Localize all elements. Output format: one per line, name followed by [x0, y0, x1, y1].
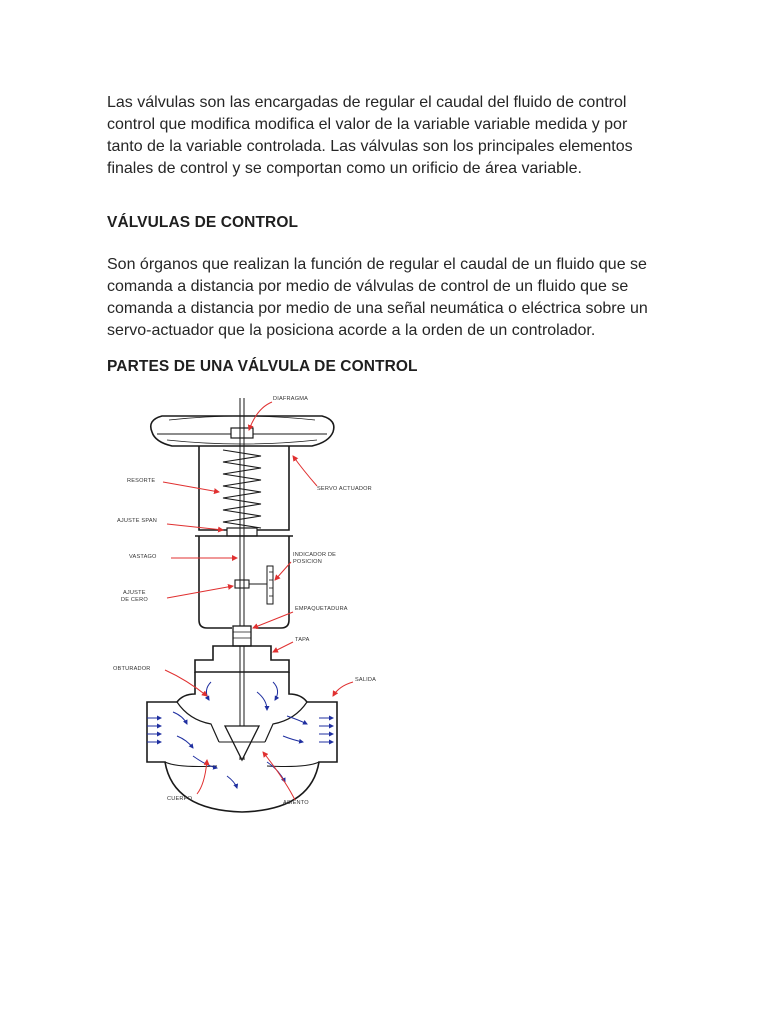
- label-tapa: TAPA: [295, 637, 310, 643]
- section-paragraph-valvulas: Son órganos que realizan la función de regular el caudal de un fluido que se comanda a distancia por medio de válvulas de control de un fluido que se comanda a distancia por medio de una señal neumática o eléctrica sobre un servo-actuador que la posiciona acorde a la orden de un controlador.: [107, 256, 648, 339]
- label-resorte: RESORTE: [127, 478, 156, 484]
- bonnet: [195, 646, 289, 672]
- label-salida: SALIDA: [355, 677, 377, 683]
- spring: [223, 450, 261, 528]
- label-obturador: OBTURADOR: [113, 666, 151, 672]
- label-servo-actuador: SERVO ACTUADOR: [317, 486, 372, 492]
- label-empaquetadura: EMPAQUETADURA: [295, 606, 348, 612]
- packing: [233, 626, 251, 646]
- label-ajuste-cero-line2: DE CERO: [121, 597, 148, 603]
- intro-paragraph: Las válvulas son las encargadas de regular el caudal del fluido de control control que modifica modifica el valor de la variable variable medida y por tanto de la variable controlada. Las válvulas son los principales elementos finales de control y se comportan como un orificio de área variable.: [107, 94, 633, 177]
- valve-drawing: [147, 398, 337, 812]
- label-diafragma: DIAFRAGMA: [273, 396, 309, 402]
- label-asiento: ASIENTO: [283, 800, 309, 806]
- label-vastago: VASTAGO: [129, 554, 157, 560]
- section-title-partes: PARTES DE UNA VÁLVULA DE CONTROL: [107, 358, 418, 375]
- control-valve-diagram: [107, 390, 397, 820]
- valve-plug: [225, 726, 259, 760]
- section-title-valvulas: VÁLVULAS DE CONTROL: [107, 214, 299, 231]
- label-indicador-line2: POSICION: [293, 559, 322, 565]
- label-cuerpo: CUERPO: [167, 796, 193, 802]
- label-ajuste-span: AJUSTE SPAN: [117, 518, 158, 524]
- label-ajuste-cero-line1: AJUSTE: [123, 590, 146, 596]
- leader-lines: [163, 402, 353, 800]
- label-indicador-line1: INDICADOR DE: [293, 552, 337, 558]
- zero-adjust-nut: [235, 580, 249, 588]
